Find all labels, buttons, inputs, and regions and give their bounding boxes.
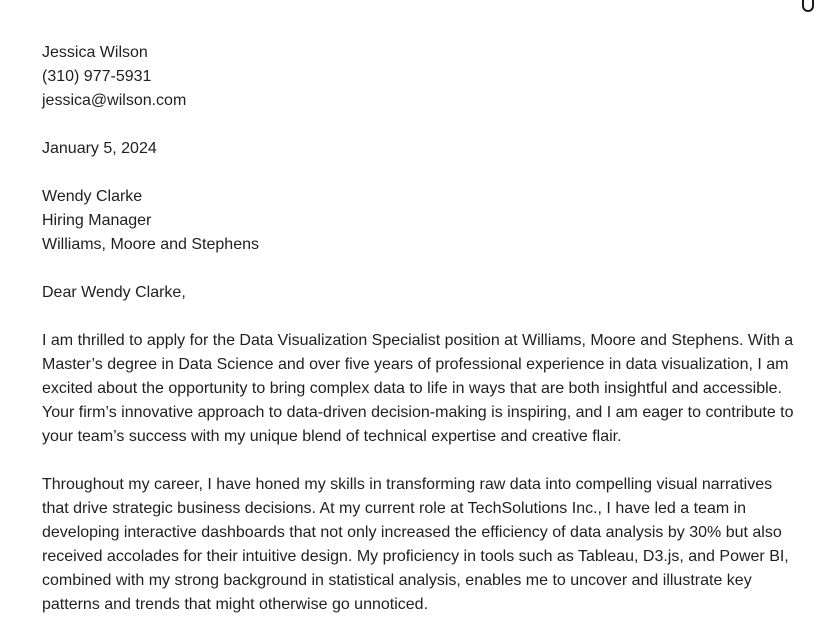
recipient-company: Williams, Moore and Stephens (42, 236, 259, 253)
paperclip-icon (802, 0, 814, 12)
body-paragraph-1: I am thrilled to apply for the Data Visualization Specialist position at Williams, Moore and Stephens. With a Master’s degree in Data Science and over five years of professional experience in data visualization, I am excited about the opportunity to bring complex data to life in ways that are both insightful and accessible. Your firm’s innovative approach to data-driven decision-making is inspiring, and I am eager to contribute to your team’s success with my unique blend of technical expertise and creative flair. (42, 332, 794, 445)
sender-phone: (310) 977-5931 (42, 68, 152, 85)
letter-date: January 5, 2024 (42, 140, 157, 157)
salutation: Dear Wendy Clarke, (42, 284, 186, 301)
recipient-title: Hiring Manager (42, 212, 152, 229)
recipient-name: Wendy Clarke (42, 188, 143, 205)
sender-email: jessica@wilson.com (42, 92, 187, 109)
cover-letter (42, 41, 802, 641)
body-paragraph-2: Throughout my career, I have honed my skills in transforming raw data into compelling visual narratives that drive strategic business decisions. At my current role at TechSolutions Inc., I have led a team in developing interactive dashboards that not only increased the efficiency of data analysis by 30% but also received accolades for their intuitive design. My proficiency in tools such as Tableau, D3.js, and Power BI, combined with my strong background in statistical analysis, enables me to uncover and illustrate key patterns and trends that might otherwise go unnoticed. (42, 476, 789, 613)
salutation-block (42, 281, 802, 305)
sender-block (42, 41, 802, 113)
recipient-block (42, 185, 802, 257)
date-block (42, 137, 802, 161)
sender-name: Jessica Wilson (42, 44, 148, 61)
